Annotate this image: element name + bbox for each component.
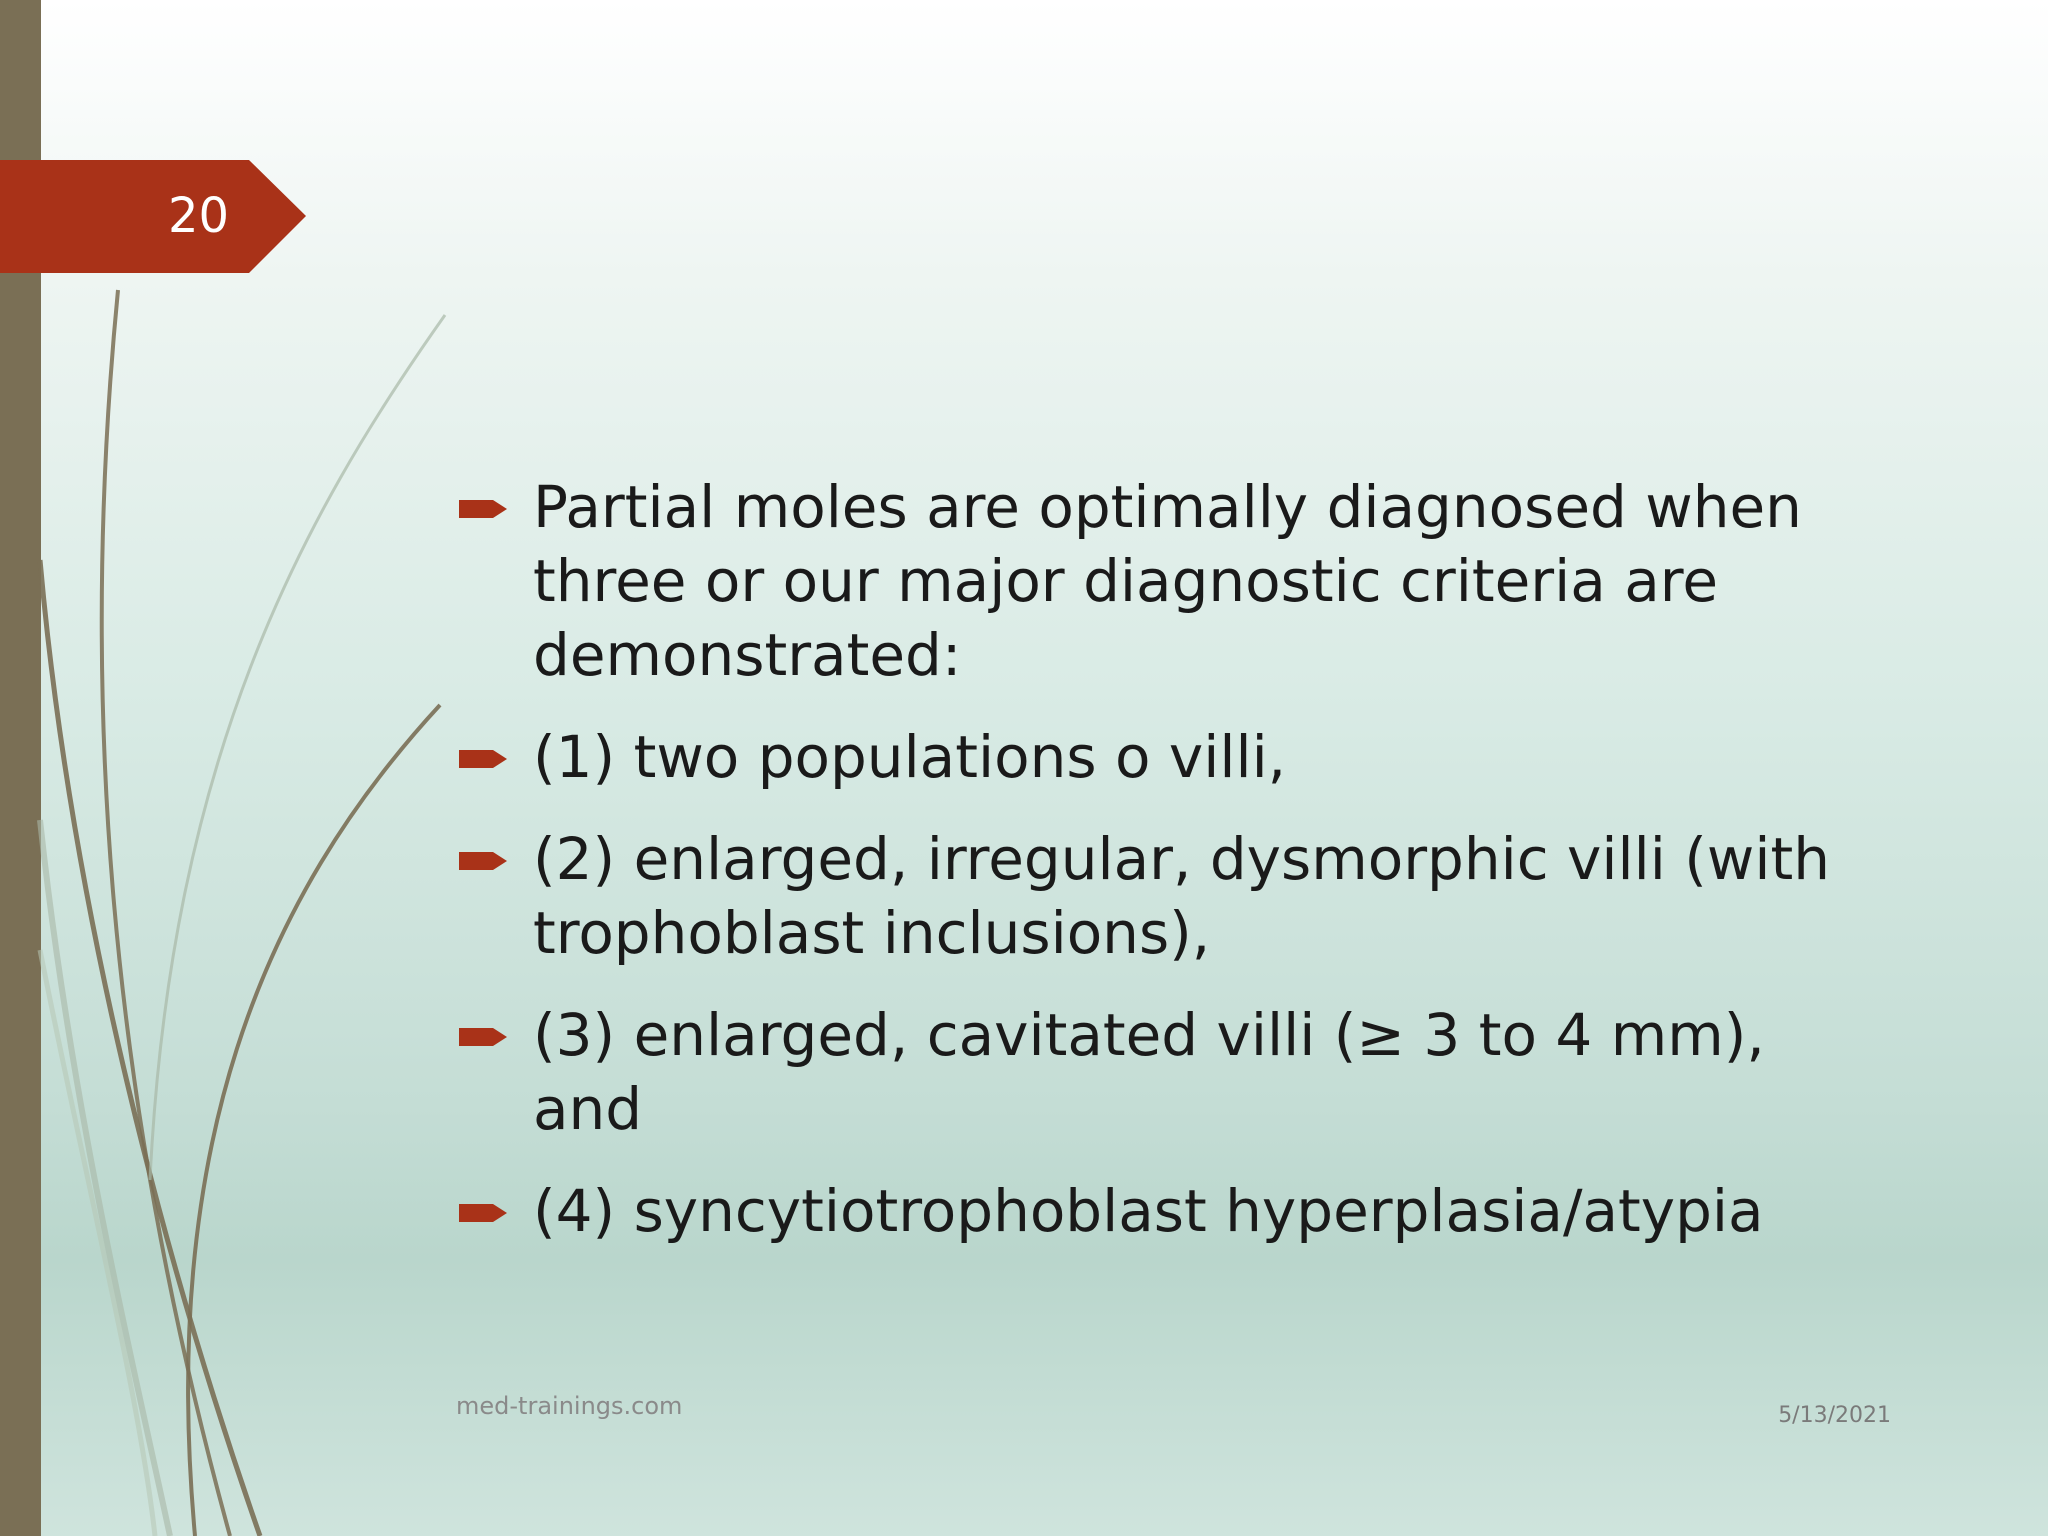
bullet-list bbox=[455, 470, 1875, 1276]
arrow-bullet-icon bbox=[459, 1200, 509, 1226]
bullet-item bbox=[455, 1174, 1875, 1248]
arrow-bullet-icon bbox=[459, 746, 509, 772]
bullet-text: (1) two populations o villi, bbox=[533, 723, 1287, 791]
arrow-bullet-icon bbox=[459, 1024, 509, 1050]
arrow-bullet-icon bbox=[459, 848, 509, 874]
bullet-text: (3) enlarged, cavitated villi (≥ 3 to 4 mm), and bbox=[533, 1001, 1765, 1143]
arrow-bullet-icon bbox=[459, 496, 509, 522]
bullet-item bbox=[455, 998, 1875, 1146]
bullet-item bbox=[455, 822, 1875, 970]
bullet-text: (2) enlarged, irregular, dysmorphic villi (with trophoblast inclusions), bbox=[533, 825, 1830, 967]
page-number: 20 bbox=[168, 188, 230, 244]
bullet-text: (4) syncytiotrophoblast hyperplasia/atypia bbox=[533, 1177, 1764, 1245]
footer-date: 5/13/2021 bbox=[1778, 1403, 1891, 1428]
footer-source: med-trainings.com bbox=[456, 1392, 683, 1420]
bullet-text: Partial moles are optimally diagnosed when three or our major diagnostic criteria are demonstrated: bbox=[533, 473, 1802, 689]
bullet-item bbox=[455, 720, 1875, 794]
bullet-item bbox=[455, 470, 1875, 692]
